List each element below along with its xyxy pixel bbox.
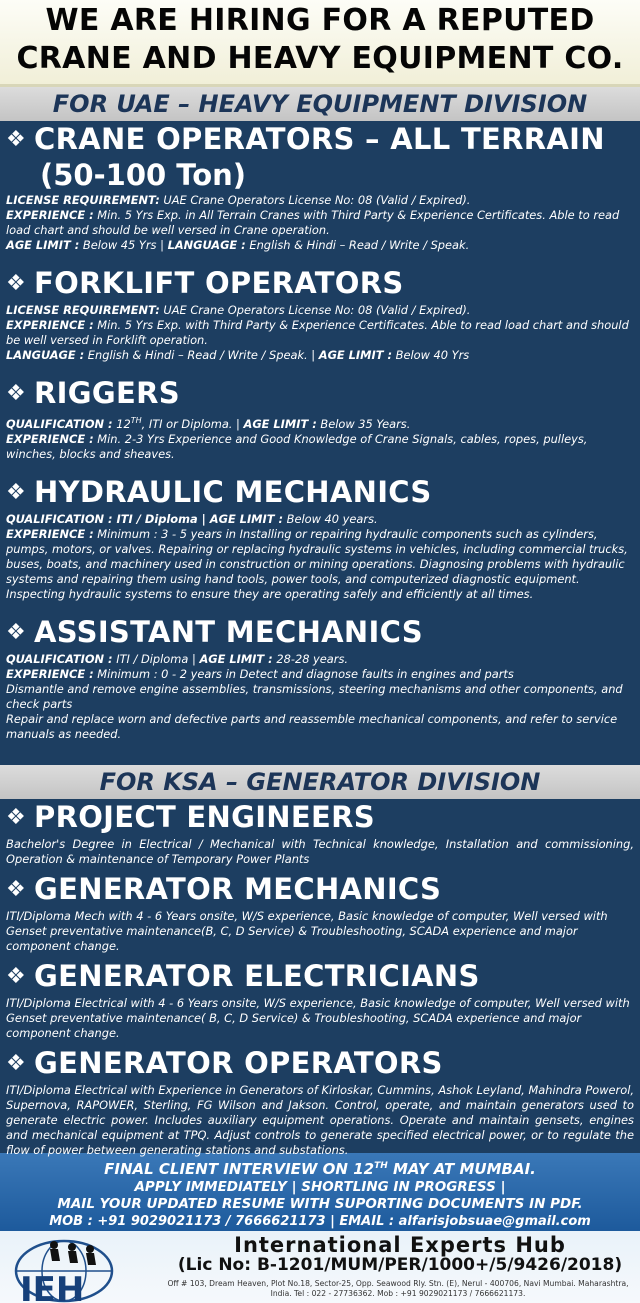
job-title-tonnage: (50-100 Ton) (40, 158, 247, 192)
header-line-1: WE ARE HIRING FOR A REPUTED (45, 3, 595, 38)
job-details: ITI/Diploma Electrical with 4 - 6 Years onsite, W/S experience, Basic knowledge of computer, Well versed with Genset preventative maintenance( B, C, D Service) & Troubleshooting, SCADA experience and major component change. (6, 996, 630, 1040)
ksa-division-band: FOR KSA – GENERATOR DIVISION (0, 765, 640, 799)
header-line-2: CRANE AND HEAVY EQUIPMENT CO. (16, 41, 624, 76)
mail-line: MAIL YOUR UPDATED RESUME WITH SUPORTING DOCUMENTS IN PDF. (57, 1196, 583, 1212)
job-details: QUALIFICATION : 12TH, ITI or Diploma. | AGE LIMIT : Below 35 Years. EXPERIENCE : Min. 2-3 Yrs Experience and Good Knowledge of Crane Signals, cables, ropes, pulleys, winches, blocks and sheaves. (6, 416, 588, 461)
job-title: ASSISTANT MECHANICS (34, 614, 423, 649)
job-crane-operators (6, 121, 634, 253)
uae-division-band: FOR UAE – HEAVY EQUIPMENT DIVISION (0, 87, 640, 121)
agency-name: International Experts Hub (234, 1233, 566, 1257)
poster-header (0, 0, 640, 87)
job-details: ITI/Diploma Mech with 4 - 6 Years onsite, W/S experience, Basic knowledge of computer, Well versed with Genset preventative maintenance(B, C, D Service) & Troubleshooting, SCADA experience and major component change. (6, 909, 608, 953)
interview-footer: FINAL CLIENT INTERVIEW ON 12TH MAY AT MUMBAI. APPLY IMMEDIATELY | SHORTLING IN PROGRESS | MAIL YOUR UPDATED RESUME WITH SUPORTING DOCUMENTS IN PDF. MOB : +91 9029021173 / 7666621173 | EMAIL : alfarisjobsuae@gmail.com (0, 1153, 640, 1231)
diamond-bullet-icon: ❖ (6, 479, 27, 505)
job-title: HYDRAULIC MECHANICS (34, 474, 432, 509)
diamond-bullet-icon: ❖ (6, 381, 27, 406)
contact-line: MOB : +91 9029021173 / 7666621173 | EMAIL : alfarisjobsuae@gmail.com (49, 1214, 591, 1229)
job-hydraulic-mechanics (6, 476, 634, 602)
diamond-bullet-icon: ❖ (6, 1051, 27, 1076)
job-details: QUALIFICATION : ITI / Diploma | AGE LIMIT : 28-28 years. EXPERIENCE : Minimum : 0 - 2 years in Detect and diagnose faults in engines and parts Dismantle and remove engine assemblies, transmissions, steering mechanisms and other components, and check parts Repair and replace worn and defective parts and reassemble mechanical components, and refer to service manuals as needed. (6, 651, 623, 741)
job-forklift-operators (6, 267, 634, 363)
logo-text: IEH (20, 1270, 85, 1303)
job-details: QUALIFICATION : ITI / Diploma | AGE LIMIT : Below 40 years. EXPERIENCE : Minimum : 3 - 5 years in Installing or repairing hydraulic components such as cylinders, pumps, motors, or valves. Repairing or replacing hydraulic systems in vehicles, including commercial trucks, buses, boats, and machinery used in construction or mining operations. Diagnosing problems with hydraulic systems and repairing them using hand tools, power tools, and computerized diagnostic equipment. Inspecting hydraulic systems to ensure they are operating safely and efficiently at all times. (6, 511, 628, 601)
job-assistant-mechanics (6, 616, 634, 742)
job-title: PROJECT ENGINEERS (34, 800, 375, 834)
agency-address: Off # 103, Dream Heaven, Plot No.18, Sector-25, Opp. Seawood Rly. Stn. (E), Nerul - 400706, Navi Mumbai. Maharashtra, India. Tel : 022 - 27736362. Mob : +91 9029021173 / 7666621173. (167, 1279, 629, 1298)
job-title: FORKLIFT OPERATORS (34, 266, 404, 300)
job-title: GENERATOR OPERATORS (34, 1046, 443, 1080)
job-project-engineers (6, 799, 634, 867)
job-generator-electricians (6, 960, 634, 1041)
job-title: CRANE OPERATORS – ALL TERRAIN (34, 122, 605, 156)
job-details: LICENSE REQUIREMENT: UAE Crane Operators License No: 08 (Valid / Expired). EXPERIENCE : Min. 5 Yrs Exp. with Third Party & Experience Certificates. Able to read load chart and should be well versed in Forklift operation. LANGUAGE : English & Hindi – Read / Write / Speak. | AGE LIMIT : Below 40 Yrs (6, 303, 629, 362)
job-generator-operators (6, 1047, 634, 1158)
diamond-bullet-icon: ❖ (6, 271, 27, 296)
job-title: GENERATOR ELECTRICIANS (34, 959, 480, 993)
job-title: GENERATOR MECHANICS (34, 872, 442, 906)
diamond-bullet-icon: ❖ (6, 805, 27, 830)
job-riggers (6, 377, 634, 462)
agency-branding (0, 1231, 640, 1303)
job-details: ITI/Diploma Electrical with Experience in Generators of Kirloskar, Cummins, Ashok Leyland, Mahindra Powerol, Supernova, RAPOWER, Sterling, FG Wilson and Jakson. Control, operate, and maintain generators used to generate electric power. Includes auxiliary equipment operations. Operate and maintain gensets, engines and mechanical equipment at TPQ. Adjust controls to generate specified electrical power, or to regulate the flow of power between generating stations and substations. (6, 1083, 634, 1157)
ieh-logo (6, 1235, 146, 1303)
diamond-bullet-icon: ❖ (6, 619, 27, 645)
job-generator-mechanics (6, 873, 634, 954)
job-details: Bachelor's Degree in Electrical / Mechanical with Technical knowledge, Installation and commissioning, Operation & maintenance of Temporary Power Plants (6, 837, 634, 866)
uae-jobs-panel (0, 121, 640, 765)
ksa-jobs-panel (0, 799, 640, 1157)
job-details: LICENSE REQUIREMENT: UAE Crane Operators License No: 08 (Valid / Expired). EXPERIENCE : Min. 5 Yrs Exp. in All Terrain Cranes with Third Party & Experience Certificates. Able to read load chart and should be well versed in Crane operation. AGE LIMIT : Below 45 Yrs | LANGUAGE : English & Hindi – Read / Write / Speak. (6, 193, 620, 252)
diamond-bullet-icon: ❖ (6, 964, 27, 989)
diamond-bullet-icon: ❖ (6, 877, 27, 902)
agency-license: (Lic No: B-1201/MUM/PER/1000+/5/9426/2018) (177, 1255, 623, 1275)
job-title: RIGGERS (34, 376, 180, 410)
apply-line: APPLY IMMEDIATELY | SHORTLING IN PROGRESS | (134, 1179, 506, 1195)
diamond-bullet-icon: ❖ (6, 127, 27, 152)
